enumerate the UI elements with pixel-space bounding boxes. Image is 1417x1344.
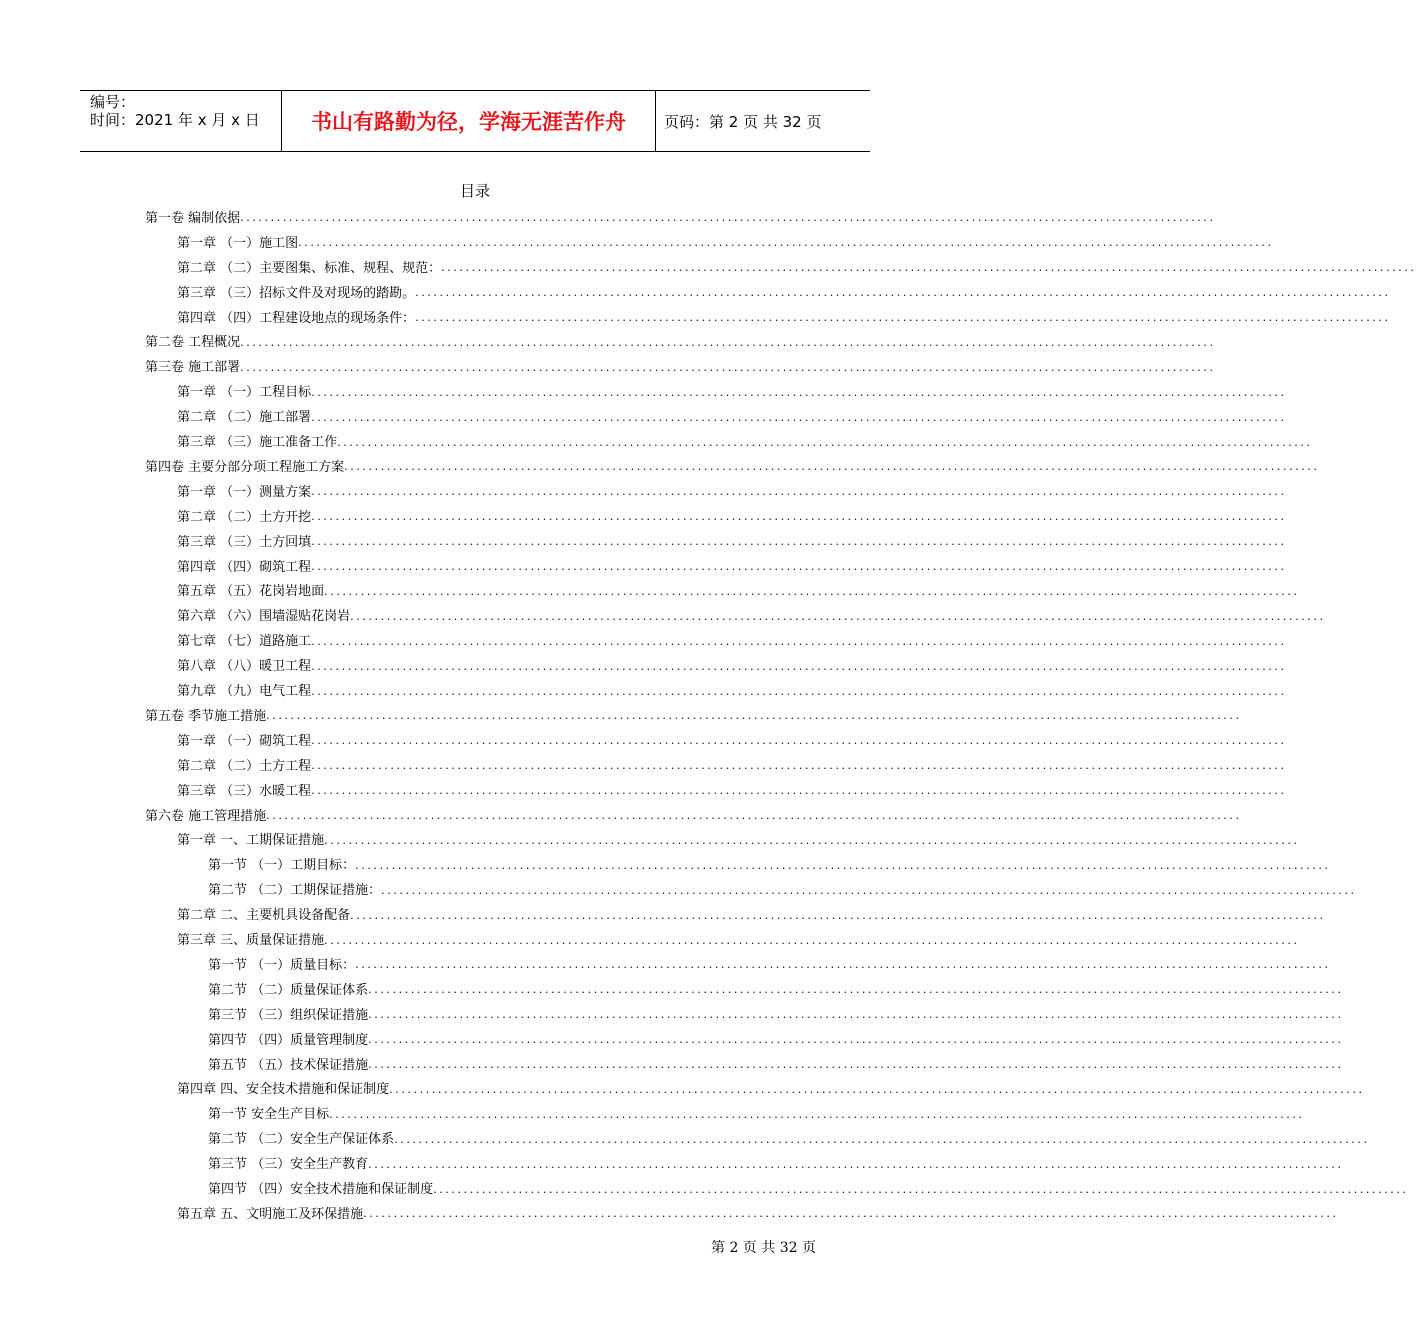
toc-entry[interactable]: [145, 702, 1242, 727]
document-date-label: 时间：2021 年 x 月 x 日: [90, 111, 260, 129]
toc-entry-text: 第四章 四、安全技术措施和保证制度: [177, 1082, 390, 1098]
toc-entry-text: 第一节 安全生产目标: [208, 1107, 330, 1123]
toc-entry[interactable]: [208, 976, 1344, 1001]
toc-leader-dots: ................................................................................................................................................................: [368, 1058, 1344, 1072]
toc-entry[interactable]: [177, 304, 1391, 329]
toc-leader-dots: ................................................................................................................................................................: [311, 535, 1287, 549]
toc-entry-text: 第三章 （三）土方回填: [177, 534, 312, 550]
toc-entry-text: 第三章 （三）招标文件及对现场的踏勘。: [177, 285, 416, 301]
toc-entry[interactable]: [145, 453, 1320, 478]
toc-leader-dots: ................................................................................................................................................................: [433, 1182, 1409, 1196]
toc-leader-dots: ................................................................................................................................................................: [355, 958, 1331, 972]
toc-entry[interactable]: [145, 802, 1242, 827]
toc-leader-dots: ................................................................................................................................................................: [311, 734, 1287, 748]
toc-entry[interactable]: [177, 1076, 1365, 1101]
toc-leader-dots: ................................................................................................................................................................: [324, 584, 1300, 598]
toc-entry[interactable]: [177, 677, 1287, 702]
toc-entry-text: 第三章 （三）施工准备工作: [177, 435, 338, 451]
toc-leader-dots: ................................................................................................................................................................: [337, 435, 1313, 449]
toc-leader-dots: ................................................................................................................................................................: [368, 1033, 1344, 1047]
toc-entry[interactable]: [177, 652, 1287, 677]
toc-entry[interactable]: [208, 876, 1357, 901]
toc-entry[interactable]: [177, 254, 1417, 279]
header-meta: [80, 91, 282, 151]
toc-entry-text: 第二章 （二）施工部署: [177, 410, 312, 426]
toc-entry-text: 第五章 五、文明施工及环保措施: [177, 1206, 364, 1222]
document-number-label: 编号：: [90, 93, 136, 111]
toc-entry[interactable]: [208, 1150, 1344, 1175]
toc-entry[interactable]: [208, 1175, 1409, 1200]
toc-entry-text: 第三章 三、质量保证措施: [177, 933, 325, 949]
toc-leader-dots: ................................................................................................................................................................: [311, 784, 1287, 798]
toc-entry-text: 第一节 （一）质量目标：: [208, 957, 356, 973]
toc-entry-text: 第六章 （六）围墙湿贴花岗岩: [177, 609, 351, 625]
header-motto: 书山有路勤为径，学海无涯苦作舟: [282, 91, 656, 151]
toc-leader-dots: ................................................................................................................................................................: [324, 833, 1300, 847]
toc-entry[interactable]: [177, 378, 1287, 403]
toc-leader-dots: ................................................................................................................................................................: [324, 933, 1300, 947]
toc-leader-dots: ................................................................................................................................................................: [266, 709, 1242, 723]
toc-leader-dots: ................................................................................................................................................................: [368, 1008, 1344, 1022]
header-page-number: 页码：第 2 页 共 32 页: [664, 112, 822, 131]
toc-entry[interactable]: [177, 229, 1274, 254]
toc-entry[interactable]: [145, 204, 1216, 229]
toc-entry[interactable]: [177, 627, 1287, 652]
toc-entry[interactable]: [177, 777, 1287, 802]
toc-entry-text: 第一章 （一）砌筑工程: [177, 733, 312, 749]
toc-entry-text: 第三卷 施工部署: [145, 360, 241, 376]
toc-entry[interactable]: [177, 602, 1326, 627]
toc-entry[interactable]: [145, 329, 1216, 354]
toc-entry-text: 第七章 （七）道路施工: [177, 634, 312, 650]
toc-leader-dots: ................................................................................................................................................................: [381, 883, 1357, 897]
toc-leader-dots: ................................................................................................................................................................: [441, 261, 1417, 275]
toc-entry-text: 第一章 （一）测量方案: [177, 484, 312, 500]
toc-leader-dots: ................................................................................................................................................................: [311, 684, 1287, 698]
toc-leader-dots: ................................................................................................................................................................: [415, 311, 1391, 325]
toc-entry[interactable]: [177, 279, 1391, 304]
toc-leader-dots: ................................................................................................................................................................: [329, 1107, 1305, 1121]
toc-entry-text: 第五章 （五）花岗岩地面: [177, 584, 325, 600]
toc-entry[interactable]: [177, 478, 1287, 503]
toc-leader-dots: ................................................................................................................................................................: [240, 211, 1216, 225]
toc-leader-dots: ................................................................................................................................................................: [240, 335, 1216, 349]
toc-entry[interactable]: [177, 578, 1300, 603]
toc-entry[interactable]: [177, 528, 1287, 553]
toc-leader-dots: ................................................................................................................................................................: [311, 759, 1287, 773]
toc-entry-text: 第四章 （四）砌筑工程: [177, 559, 312, 575]
toc-leader-dots: ................................................................................................................................................................: [298, 236, 1274, 250]
toc-entry[interactable]: [208, 851, 1331, 876]
toc-entry-text: 第五卷 季节施工措施: [145, 708, 267, 724]
toc-entry-text: 第一卷 编制依据: [145, 210, 241, 226]
toc-entry[interactable]: [208, 1001, 1344, 1026]
toc-entry[interactable]: [177, 752, 1287, 777]
toc-entry-text: 第一节 （一）工期目标：: [208, 858, 356, 874]
toc-entry[interactable]: [177, 926, 1300, 951]
toc-leader-dots: ................................................................................................................................................................: [311, 485, 1287, 499]
toc-leader-dots: ................................................................................................................................................................: [311, 410, 1287, 424]
toc-entry-text: 第二卷 工程概况: [145, 335, 241, 351]
footer-page-number: 第 2 页 共 32 页: [711, 1240, 816, 1256]
toc-entry-text: 第四卷 主要分部分项工程施工方案: [145, 459, 345, 475]
toc-entry-text: 第二章 二、主要机具设备配备: [177, 908, 351, 924]
toc-entry-text: 第二章 （二）土方工程: [177, 758, 312, 774]
toc-entry-text: 第一章 （一）施工图: [177, 235, 299, 251]
toc-entry[interactable]: [177, 553, 1287, 578]
toc-leader-dots: ................................................................................................................................................................: [311, 385, 1287, 399]
toc-entry[interactable]: [177, 403, 1287, 428]
toc-entry-text: 第二节 （二）工期保证措施：: [208, 883, 382, 899]
toc-entry-text: 第四章 （四）工程建设地点的现场条件：: [177, 310, 416, 326]
toc-leader-dots: ................................................................................................................................................................: [368, 1157, 1344, 1171]
toc-entry-text: 第四节 （四）安全技术措施和保证制度: [208, 1182, 434, 1198]
toc-entry[interactable]: [177, 1200, 1339, 1225]
toc-leader-dots: ................................................................................................................................................................: [266, 809, 1242, 823]
toc-entry-text: 第四节 （四）质量管理制度: [208, 1032, 369, 1048]
toc-entry[interactable]: [208, 1026, 1344, 1051]
toc-leader-dots: ................................................................................................................................................................: [394, 1132, 1370, 1146]
toc-entry[interactable]: [208, 951, 1331, 976]
toc-title: 目录: [459, 182, 490, 200]
toc-entry[interactable]: [177, 901, 1326, 926]
toc-leader-dots: ................................................................................................................................................................: [240, 360, 1216, 374]
toc-entry-text: 第八章 （八）暖卫工程: [177, 659, 312, 675]
toc-entry-text: 第三节 （三）安全生产教育: [208, 1157, 369, 1173]
toc-leader-dots: ................................................................................................................................................................: [415, 286, 1391, 300]
toc-leader-dots: ................................................................................................................................................................: [355, 858, 1331, 872]
toc-entry-text: 第一章 一、工期保证措施: [177, 833, 325, 849]
toc-entry-text: 第五节 （五）技术保证措施: [208, 1057, 369, 1073]
toc-leader-dots: ................................................................................................................................................................: [344, 460, 1320, 474]
toc-entry[interactable]: [177, 827, 1300, 852]
toc-entry-text: 第九章 （九）电气工程: [177, 684, 312, 700]
toc-entry-text: 第二章 （二）主要图集、标准、规程、规范：: [177, 260, 442, 276]
toc-entry-text: 第一章 （一）工程目标: [177, 385, 312, 401]
toc-entry[interactable]: [177, 503, 1287, 528]
toc-leader-dots: ................................................................................................................................................................: [368, 983, 1344, 997]
toc-entry-text: 第二节 （二）质量保证体系: [208, 982, 369, 998]
toc-leader-dots: ................................................................................................................................................................: [350, 908, 1326, 922]
toc-leader-dots: ................................................................................................................................................................: [363, 1207, 1339, 1221]
toc-entry-text: 第二节 （二）安全生产保证体系: [208, 1132, 395, 1148]
toc-entry[interactable]: [145, 353, 1216, 378]
toc-entry[interactable]: [177, 428, 1313, 453]
toc-entry[interactable]: [208, 1051, 1344, 1076]
toc-entry-text: 第二章 （二）土方开挖: [177, 509, 312, 525]
page-header: [80, 90, 870, 152]
toc-leader-dots: ................................................................................................................................................................: [350, 609, 1326, 623]
toc-leader-dots: ................................................................................................................................................................: [311, 659, 1287, 673]
toc-entry[interactable]: [177, 727, 1287, 752]
toc-entry-text: 第三章 （三）水暖工程: [177, 783, 312, 799]
toc-entry-text: 第三节 （三）组织保证措施: [208, 1007, 369, 1023]
toc-leader-dots: ................................................................................................................................................................: [311, 634, 1287, 648]
toc-leader-dots: ................................................................................................................................................................: [311, 560, 1287, 574]
toc-leader-dots: ................................................................................................................................................................: [311, 510, 1287, 524]
toc-entry-text: 第六卷 施工管理措施: [145, 808, 267, 824]
toc-entry[interactable]: [208, 1100, 1305, 1125]
toc-leader-dots: ................................................................................................................................................................: [389, 1082, 1365, 1096]
toc-entry[interactable]: [208, 1125, 1370, 1150]
